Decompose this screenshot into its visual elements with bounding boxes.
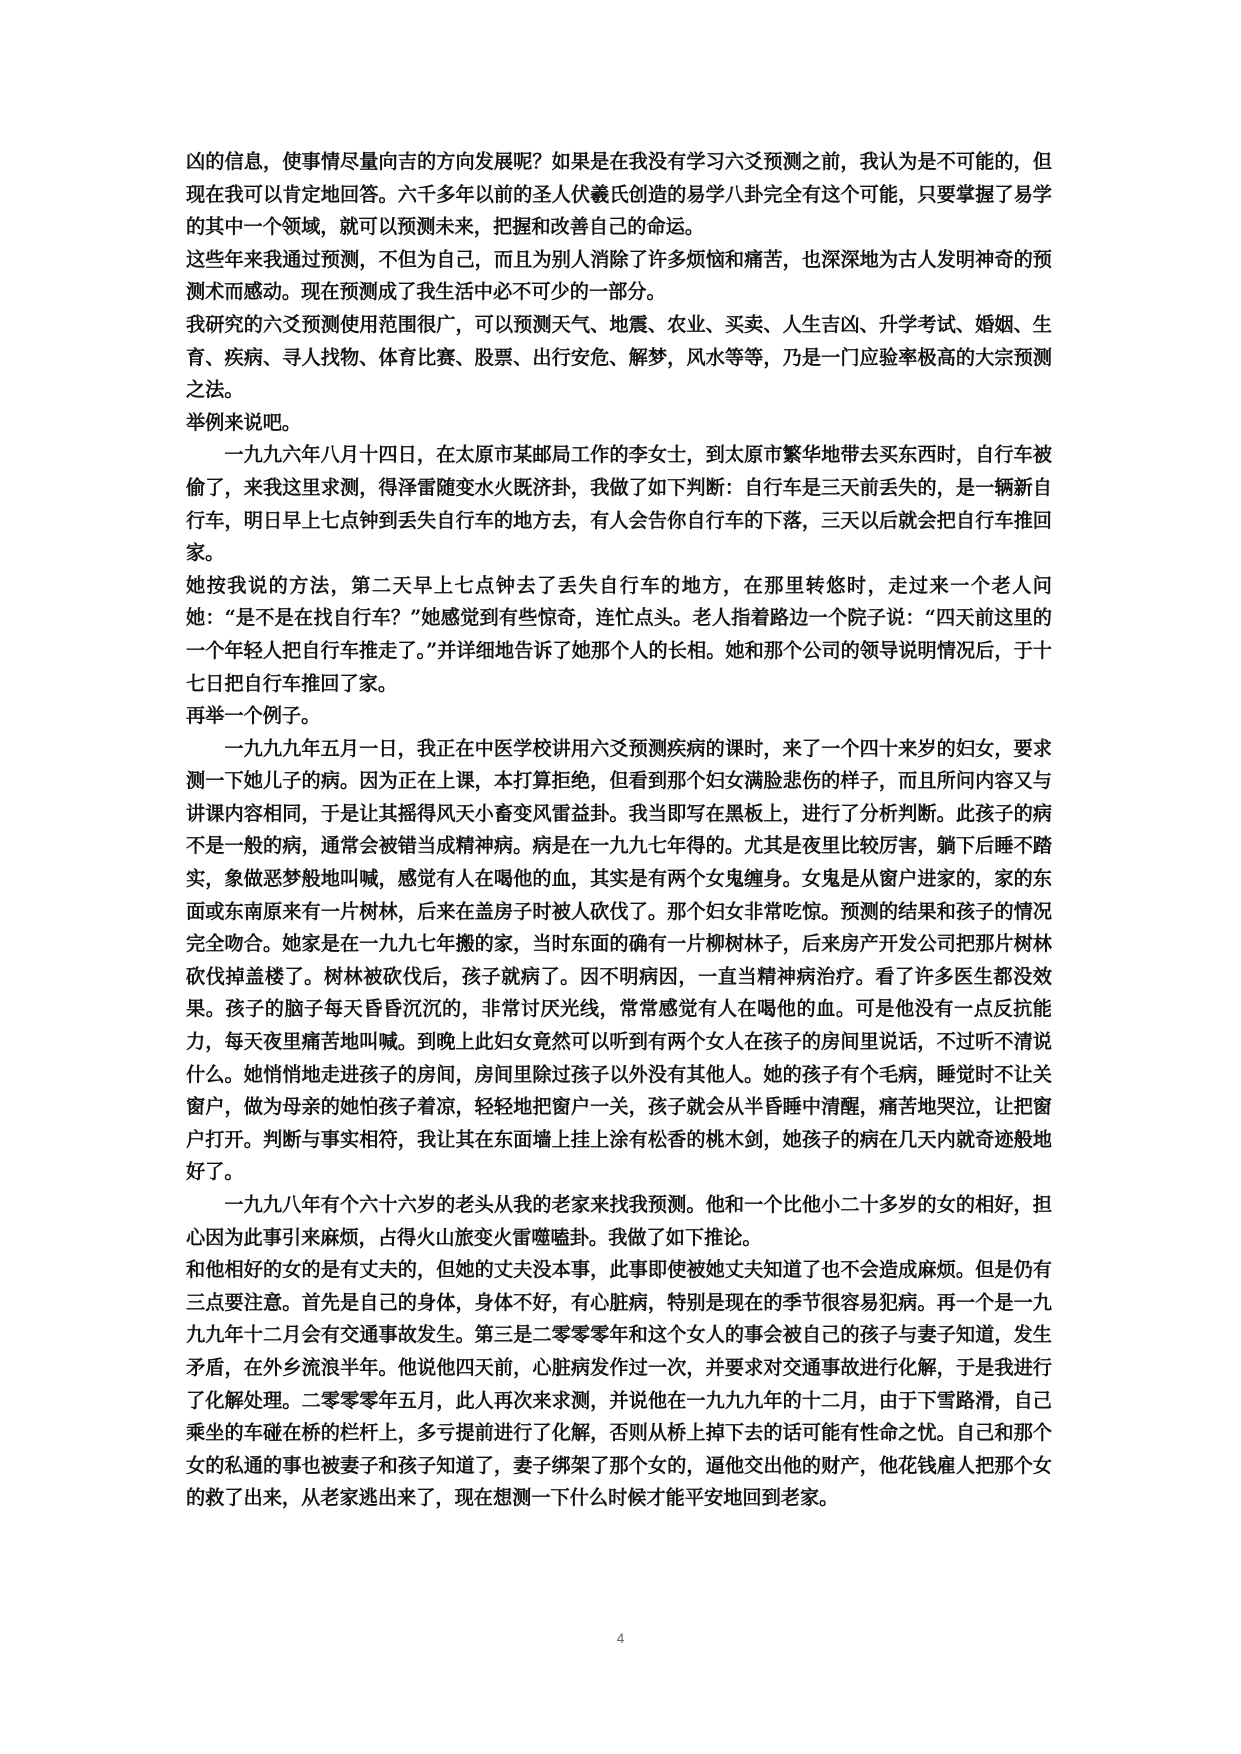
paragraph: 一九九八年有个六十六岁的老头从我的老家来找我预测。他和一个比他小二十多岁的女的相好，担心因为此事引来麻烦，占得火山旅变火雷噬嗑卦。我做了如下推论。: [186, 1193, 1052, 1249]
paragraph: 一九九六年八月十四日，在太原市某邮局工作的李女士，到太原市繁华地带去买东西时，自行车被偷了，来我这里求测，得泽雷随变水火既济卦，我做了如下判断：自行车是三天前丢失的，是一辆新自行车，明日早上七点钟到丢失自行车的地方去，有人会告你自行车的下落，三天以后就会把自行车推回家。: [186, 443, 1052, 565]
paragraph: 我研究的六爻预测使用范围很广，可以预测天气、地震、农业、买卖、人生吉凶、升学考试、婚姻、生育、疾病、寻人找物、体育比赛、股票、出行安危、解梦，风水等等，乃是一门应验率极高的大宗预测之法。: [186, 312, 1052, 402]
paragraph: 凶的信息，使事情尽量向吉的方向发展呢？如果是在我没有学习六爻预测之前，我认为是不可能的，但现在我可以肯定地回答。六千多年以前的圣人伏羲氏创造的易学八卦完全有这个可能，只要掌握了易学的其中一个领域，就可以预测未来，把握和改善自己的命运。: [186, 150, 1052, 239]
paragraph: 一九九九年五月一日，我正在中医学校讲用六爻预测疾病的课时，来了一个四十来岁的妇女，要求测一下她儿子的病。因为正在上课，本打算拒绝，但看到那个妇女满脸悲伤的样子，而且所问内容又与讲课内容相同，于是让其摇得风天小畜变风雷益卦。我当即写在黑板上，进行了分析判断。此孩子的病不是一般的病，通常会被错当成精神病。病是在一九九七年得的。尤其是夜里比较厉害，躺下后睡不踏实，象做恶梦般地叫喊，感觉有人在喝他的血，其实是有两个女鬼缠身。女鬼是从窗户进家的，家的东面或东南原来有一片树林，后来在盖房子时被人砍伐了。那个妇女非常吃惊。预测的结果和孩子的情况完全吻合。她家是在一九九七年搬的家，当时东面的确有一片柳树林子，后来房产开发公司把那片树林砍伐掉盖楼了。树林被砍伐后，孩子就病了。因不明病因，一直当精神病治疗。看了许多医生都没效果。孩子的脑子每天昏昏沉沉的，非常讨厌光线，常常感觉有人在喝他的血。可是他没有一点反抗能力，每天夜里痛苦地叫喊。到晚上此妇女竟然可以听到有两个女人在孩子的房间里说话，不过听不清说什么。她悄悄地走进孩子的房间，房间里除过孩子以外没有其他人。她的孩子有个毛病，睡觉时不让关窗户，做为母亲的她怕孩子着凉，轻轻地把窗户一关，孩子就会从半昏睡中清醒，痛苦地哭泣，让把窗户打开。判断与事实相符，我让其在东面墙上挂上涂有松香的桃木剑，她孩子的病在几天内就奇迹般地好了。: [186, 736, 1052, 1184]
paragraph: 再举一个例子。: [186, 704, 321, 728]
paragraph: 和他相好的女的是有丈夫的，但她的丈夫没本事，此事即使被她丈夫知道了也不会造成麻烦。但是仍有三点要注意。首先是自己的身体，身体不好，有心脏病，特别是现在的季节很容易犯病。再一个是一九九九年十二月会有交通事故发生。第三是二零零零年和这个女人的事会被自己的孩子与妻子知道，发生矛盾，在外乡流浪半年。他说他四天前，心脏病发作过一次，并要求对交通事故进行化解，于是我进行了化解处理。二零零零年五月，此人再次来求测，并说他在一九九九年的十二月，由于下雪路滑，自己乘坐的车碰在桥的栏杆上，多亏提前进行了化解，否则从桥上掉下去的话可能有性命之忧。自己和那个女的私通的事也被妻子和孩子知道了，妻子绑架了那个女的，逼他交出他的财产，他花钱雇人把那个女的救了出来，从老家逃出来了，现在想测一下什么时候才能平安地回到老家。: [186, 1258, 1052, 1510]
paragraph: 这些年来我通过预测，不但为自己，而且为别人消除了许多烦恼和痛苦，也深深地为古人发明神奇的预测术而感动。现在预测成了我生活中必不可少的一部分。: [186, 247, 1052, 304]
paragraph: 她按我说的方法，第二天早上七点钟去了丢失自行车的地方，在那里转悠时，走过来一个老人问她：“是不是在找自行车？”她感觉到有些惊奇，连忙点头。老人指着路边一个院子说：“四天前这里的一个年轻人把自行车推走了。”并详细地告诉了她那个人的长相。她和那个公司的领导说明情况后，于十七日把自行车推回了家。: [186, 573, 1052, 695]
paragraph: 举例来说吧。: [186, 410, 302, 434]
body-text: [186, 146, 1052, 1515]
page-number: 4: [616, 1630, 625, 1646]
